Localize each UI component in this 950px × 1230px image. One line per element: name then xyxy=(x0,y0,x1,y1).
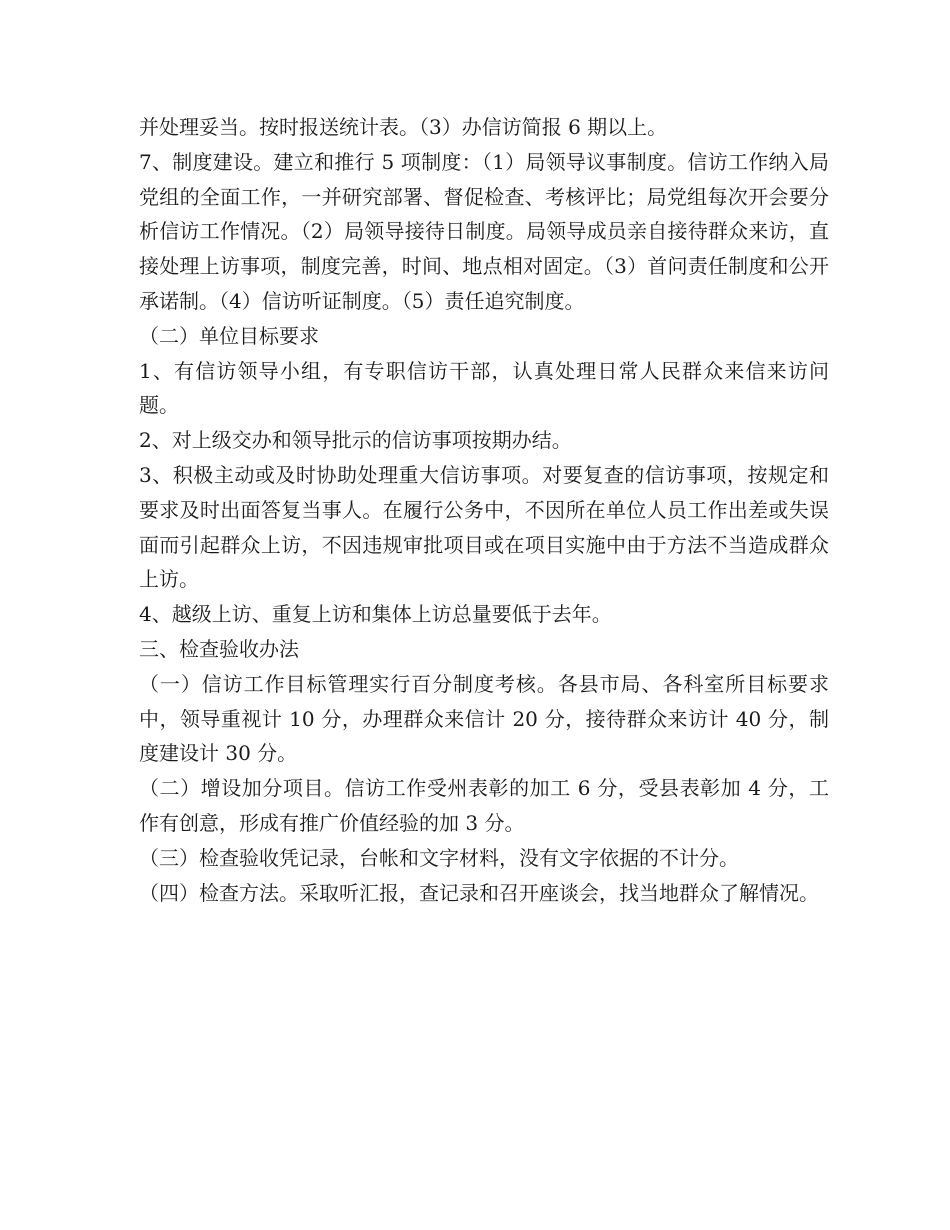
paragraph-system-building: 7、制度建设。建立和推行 5 项制度：（1）局领导议事制度。信访工作纳入局党组的全面工作，一并研究部署、督促检查、考核评比；局党组每次开会要分析信访工作情况。（2）局领导接待日制度。局领导成员亲自接待群众来访，直接处理上访事项，制度完善，时间、地点相对固定。（3）首问责任制度和公开承诺制。（4）信访听证制度。（5）责任追究制度。 xyxy=(139,149,829,313)
paragraph-item-2: 2、对上级交办和领导批示的信访事项按期办结。 xyxy=(139,428,572,453)
paragraph-inspection-3: （三）检查验收凭记录，台帐和文字材料，没有文字依据的不计分。 xyxy=(139,845,739,870)
document-body xyxy=(139,110,829,910)
paragraph-continuation: 并处理妥当。按时报送统计表。（3）办信访简报 6 期以上。 xyxy=(139,115,668,139)
paragraph-item-3: 3、积极主动或及时协助处理重大信访事项。对要复查的信访事项，按规定和要求及时出面答复当事人。在履行公务中，不因所在单位人员工作出差或失误面而引起群众上访，不因违规审批项目或在项目实施中由于方法不当造成群众上访。 xyxy=(139,462,829,592)
paragraph-inspection-4: （四）检查方法。采取听汇报，查记录和召开座谈会，找当地群众了解情况。 xyxy=(139,880,819,905)
section-heading-inspection: 三、检查验收办法 xyxy=(139,636,299,661)
section-heading-unit-targets: （二）单位目标要求 xyxy=(139,323,319,348)
paragraph-item-1: 1、有信访领导小组，有专职信访干部，认真处理日常人民群众来信来访问题。 xyxy=(139,358,829,418)
paragraph-inspection-1: （一）信访工作目标管理实行百分制度考核。各县市局、各科室所目标要求中，领导重视计 10 分，办理群众来信计 20 分，接待群众来访计 40 分，制度建设计 30 分。 xyxy=(139,671,829,766)
paragraph-inspection-2: （二）增设加分项目。信访工作受州表彰的加工 6 分，受县表彰加 4 分，工作有创意，形成有推广价值经验的加 3 分。 xyxy=(139,776,829,835)
paragraph-item-4: 4、越级上访、重复上访和集体上访总量要低于去年。 xyxy=(139,602,612,627)
